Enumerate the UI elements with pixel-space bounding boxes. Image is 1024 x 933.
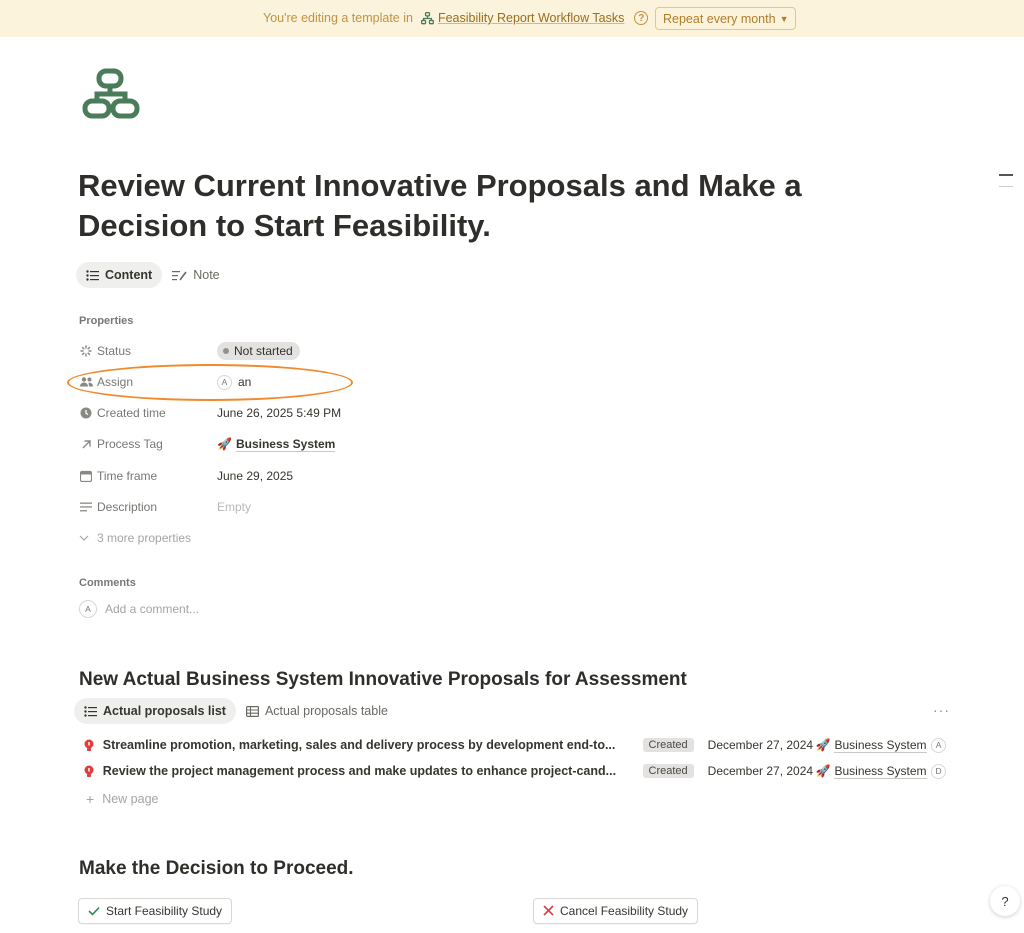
database-view-tabs <box>74 698 398 724</box>
status-spinner-icon <box>79 344 93 358</box>
property-created-time[interactable] <box>79 402 499 424</box>
proposal-name: Streamline promotion, marketing, sales and delivery process by development end-to... <box>102 738 616 752</box>
clock-icon <box>79 406 93 420</box>
created-time-label: Created time <box>97 406 166 420</box>
template-link[interactable] <box>421 11 624 25</box>
comment-placeholder: Add a comment... <box>105 602 200 616</box>
process-tag-label: Process Tag <box>97 437 163 451</box>
template-link-label: Feasibility Report Workflow Tasks <box>437 11 625 25</box>
template-banner <box>0 0 1024 37</box>
tab-content-label: Content <box>105 268 153 282</box>
proposal-name: Review the project management process and make updates to enhance project-cand... <box>102 764 617 778</box>
hierarchy-icon <box>421 12 434 25</box>
status-value: Not started <box>234 344 293 358</box>
property-process-tag[interactable] <box>79 433 499 455</box>
chevron-down-icon: ▼ <box>779 13 789 24</box>
list-icon <box>86 270 99 281</box>
comments-label: Comments <box>79 577 136 589</box>
property-status[interactable] <box>79 340 499 362</box>
avatar: A <box>931 738 946 753</box>
avatar: A <box>217 375 232 390</box>
cancel-button-label: Cancel Feasibility Study <box>560 904 689 918</box>
rocket-icon: 🚀 <box>217 437 232 451</box>
list-item[interactable] <box>82 733 952 757</box>
proposal-relation[interactable] <box>816 738 932 753</box>
time-frame-value: June 29, 2025 <box>217 469 294 483</box>
proposals-heading[interactable]: New Actual Business System Innovative Proposals for Assessment <box>79 669 687 690</box>
relation-label: Business System <box>834 763 927 778</box>
assign-label: Assign <box>97 375 134 389</box>
status-label: Status <box>97 344 132 358</box>
assign-highlight-annotation <box>67 364 353 401</box>
tab-actual-proposals-list[interactable] <box>74 698 236 724</box>
relation-label: Business System <box>834 737 927 752</box>
cancel-feasibility-button[interactable] <box>533 898 698 924</box>
list-item[interactable] <box>82 759 952 783</box>
lightbulb-icon <box>82 765 96 778</box>
check-icon <box>88 904 100 919</box>
repeat-button[interactable] <box>655 7 796 30</box>
decision-heading[interactable]: Make the Decision to Proceed. <box>79 858 354 879</box>
lightbulb-icon <box>82 739 96 752</box>
time-frame-label: Time frame <box>97 469 158 483</box>
more-properties-label: 3 more properties <box>97 531 192 545</box>
repeat-button-label: Repeat every month <box>663 11 776 26</box>
properties-label: Properties <box>79 315 134 327</box>
description-value: Empty <box>217 500 252 514</box>
start-button-label: Start Feasibility Study <box>106 904 223 918</box>
start-feasibility-button[interactable] <box>78 898 232 924</box>
table-icon <box>246 706 259 717</box>
rocket-icon: 🚀 <box>815 764 831 778</box>
new-page-button[interactable] <box>86 791 158 807</box>
banner-text: You're editing a template in <box>263 11 413 25</box>
rocket-icon: 🚀 <box>815 738 831 752</box>
calendar-icon <box>79 469 93 483</box>
view-list-label: Actual proposals list <box>103 704 226 718</box>
status-badge: Created <box>643 738 694 752</box>
tab-actual-proposals-table[interactable] <box>236 698 398 724</box>
property-description[interactable] <box>79 496 499 518</box>
proposal-date: December 27, 2024 <box>707 764 814 778</box>
arrow-up-right-icon <box>79 437 93 451</box>
process-tag-link[interactable] <box>217 437 335 452</box>
status-badge: Created <box>643 764 694 778</box>
list-icon <box>84 706 97 717</box>
chevron-down-icon <box>79 535 93 541</box>
process-tag-value: Business System <box>235 436 336 451</box>
hierarchy-page-icon[interactable] <box>82 68 140 120</box>
close-icon <box>543 904 554 919</box>
property-time-frame[interactable] <box>79 465 499 487</box>
help-circle-icon[interactable]: ? <box>634 11 648 25</box>
text-lines-icon <box>79 500 93 514</box>
description-label: Description <box>97 500 158 514</box>
more-options-icon[interactable]: ··· <box>933 702 950 718</box>
status-badge[interactable] <box>217 342 300 360</box>
status-dot <box>223 348 229 354</box>
tab-content[interactable] <box>76 262 162 288</box>
page-title[interactable]: Review Current Innovative Proposals and Make a Decision to Start Feasibility. <box>78 168 802 243</box>
tab-note[interactable] <box>162 262 229 288</box>
assign-value: an <box>238 375 252 389</box>
proposal-date: December 27, 2024 <box>707 738 814 752</box>
tab-note-label: Note <box>193 268 220 282</box>
more-properties-toggle[interactable] <box>79 527 499 549</box>
comment-input[interactable] <box>79 600 199 618</box>
view-table-label: Actual proposals table <box>264 704 388 718</box>
avatar: D <box>931 764 946 779</box>
proposal-relation[interactable] <box>816 764 932 779</box>
plus-icon: + <box>86 791 95 807</box>
avatar: A <box>79 600 97 618</box>
created-time-value: June 26, 2025 5:49 PM <box>217 406 342 420</box>
new-page-label: New page <box>102 792 159 806</box>
outline-markers[interactable] <box>999 174 1013 197</box>
page-tabs <box>76 262 230 288</box>
note-edit-icon <box>172 270 187 281</box>
help-button[interactable]: ? <box>990 886 1020 916</box>
